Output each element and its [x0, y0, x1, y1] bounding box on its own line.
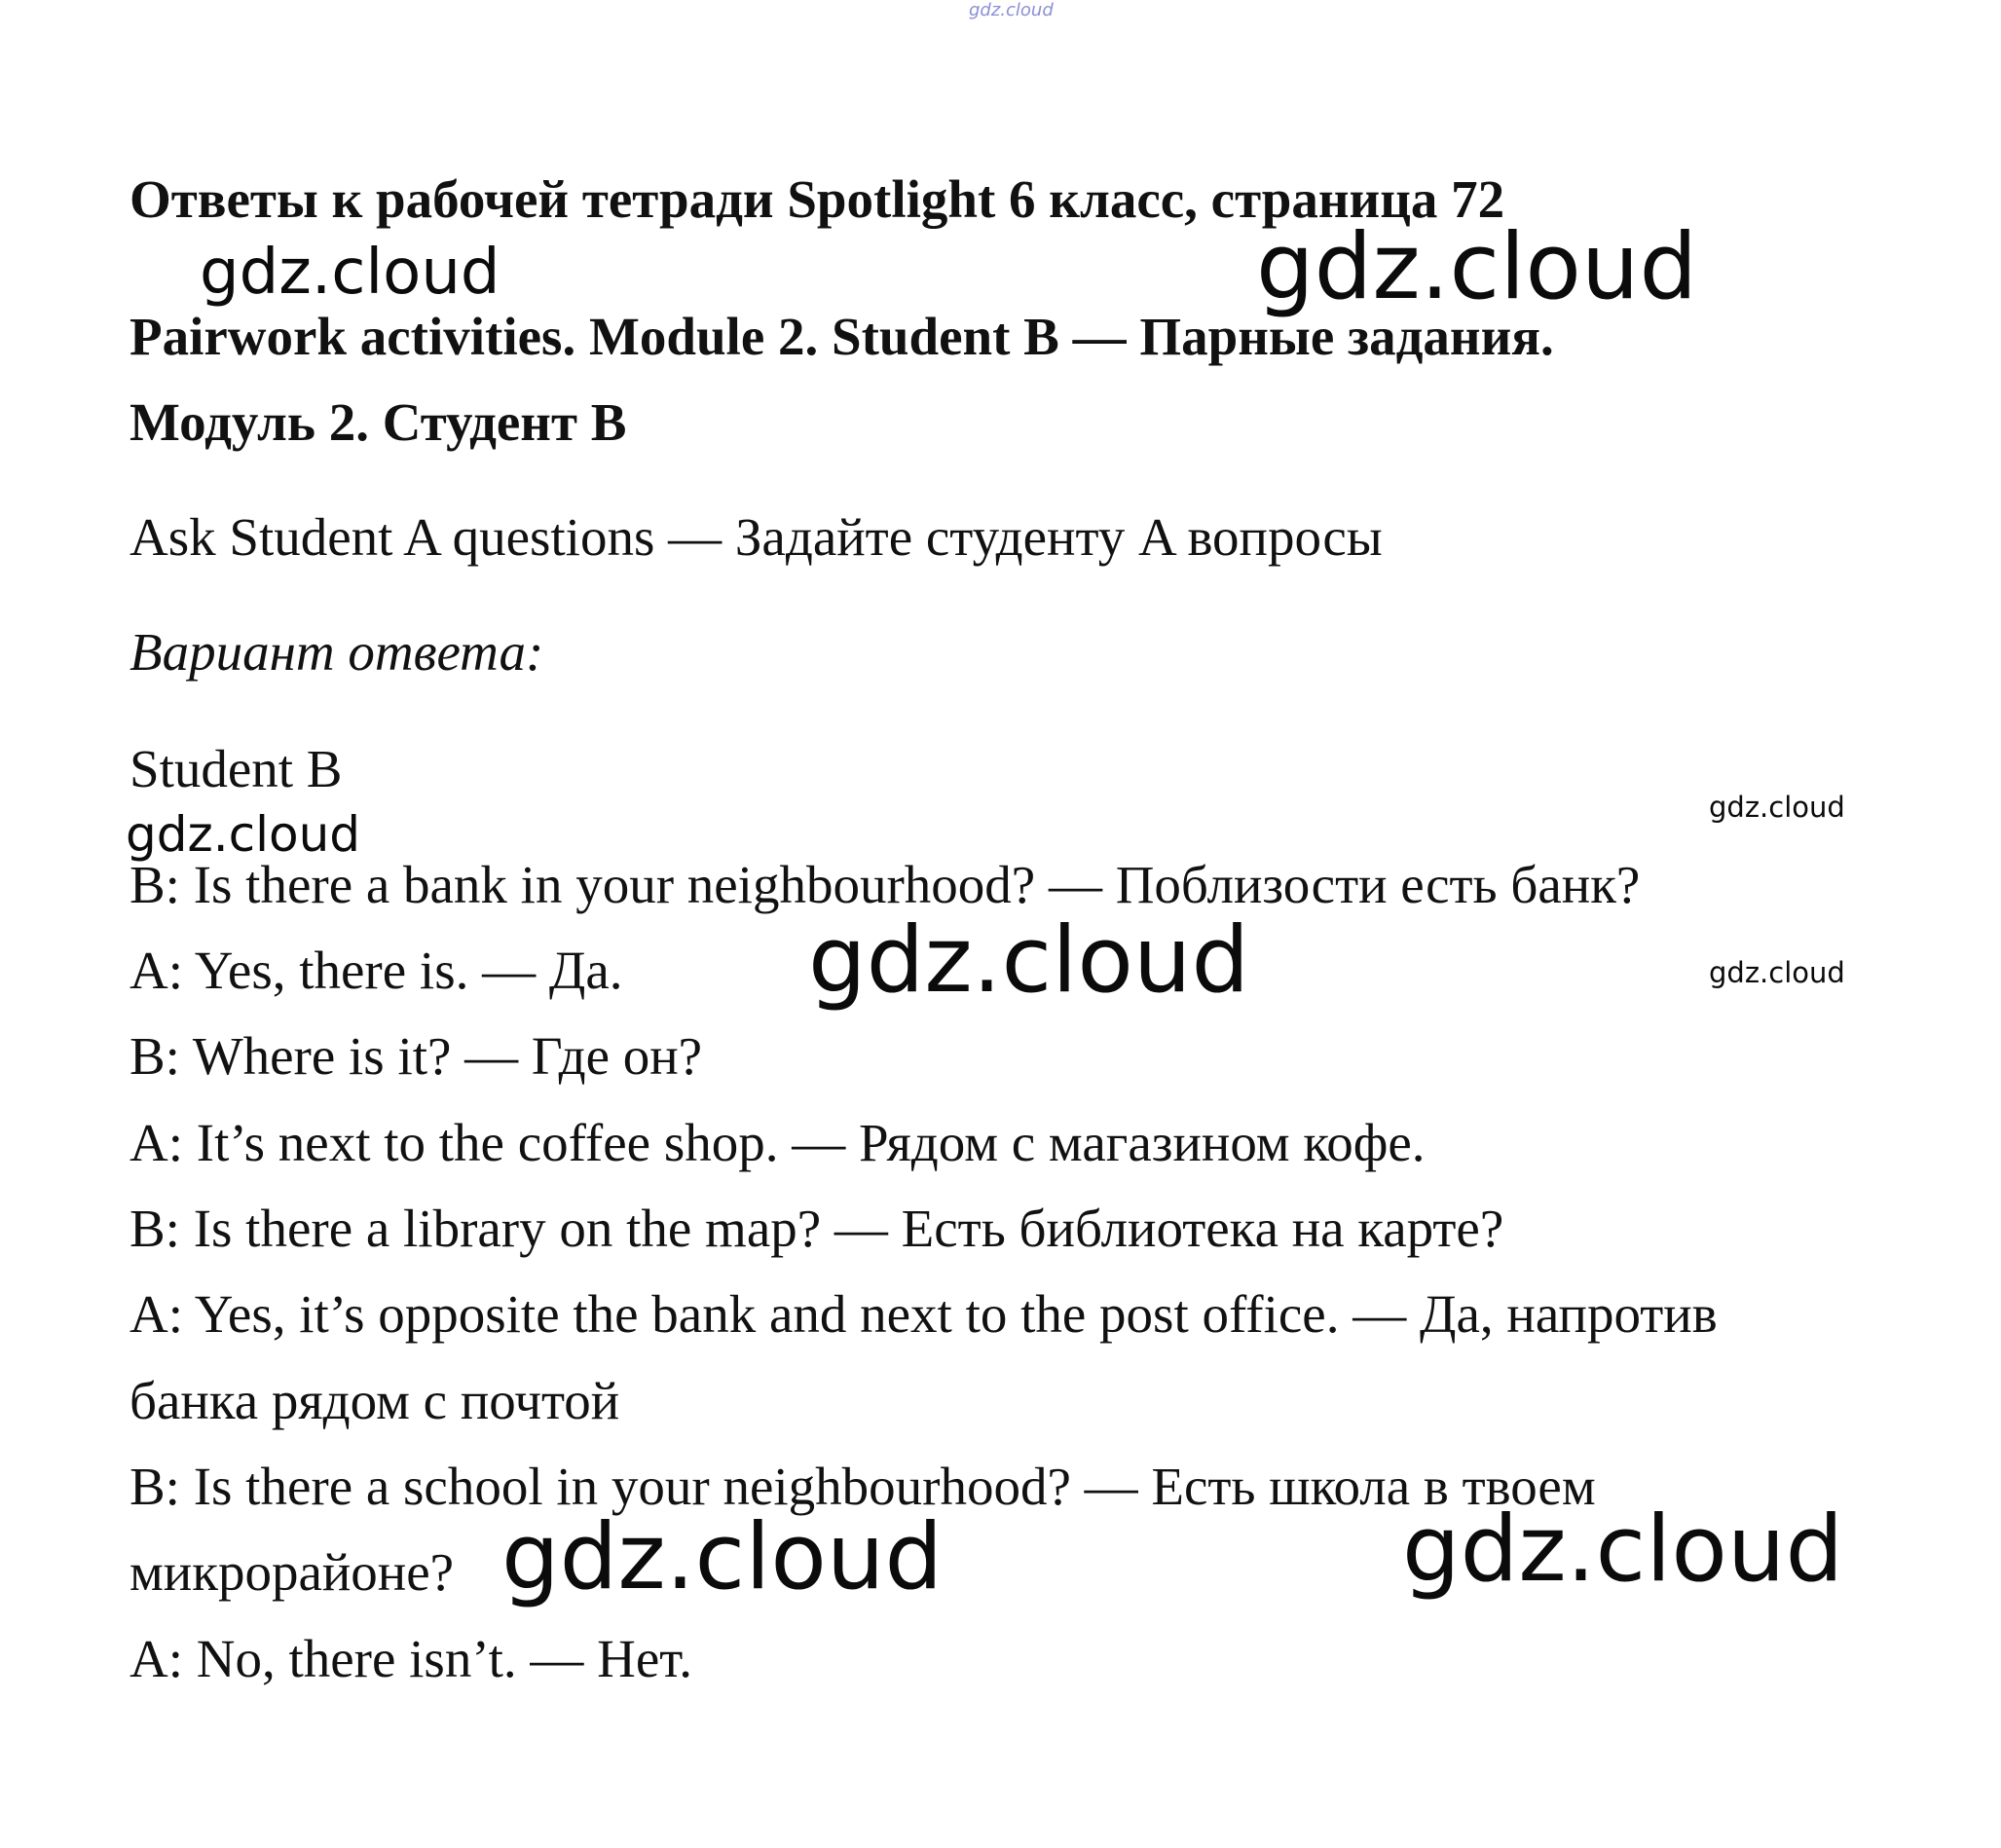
- watermark: gdz.cloud: [1256, 214, 1698, 320]
- watermark: gdz.cloud: [200, 237, 500, 309]
- dialogue-line: B: Is there a school in your neighbourhood? — Есть школа в твоем: [130, 1457, 1596, 1516]
- watermark: gdz.cloud: [1402, 1497, 1844, 1603]
- watermark: gdz.cloud: [808, 907, 1250, 1014]
- watermark: gdz.cloud: [1709, 956, 1845, 989]
- student-label: Student B: [130, 739, 343, 798]
- dialogue-line: B: Where is it? — Где он?: [130, 1026, 703, 1086]
- section-title-line-2: Модуль 2. Студент B: [130, 392, 627, 452]
- dialogue-line: микрорайоне?: [130, 1542, 455, 1602]
- dialogue-line: банка рядом с почтой: [130, 1371, 620, 1430]
- page-title: Ответы к рабочей тетради Spotlight 6 класс, страница 72: [130, 169, 1505, 229]
- watermark: gdz.cloud: [126, 806, 361, 863]
- dialogue-line: A: Yes, there is. — Да.: [130, 941, 623, 1000]
- instruction: Ask Student A questions — Задайте студенту A вопросы: [130, 507, 1383, 567]
- dialogue-line: A: No, there isn’t. — Нет.: [130, 1629, 692, 1688]
- top-watermark: gdz.cloud: [969, 0, 1054, 20]
- watermark: gdz.cloud: [501, 1504, 944, 1610]
- watermark: gdz.cloud: [1709, 791, 1845, 824]
- section-title-line-1: Pairwork activities. Module 2. Student B — Парные задания.: [130, 307, 1554, 366]
- dialogue-line: B: Is there a bank in your neighbourhood? — Поблизости есть банк?: [130, 855, 1641, 914]
- answer-label: Вариант ответа:: [130, 622, 544, 682]
- dialogue-line: B: Is there a library on the map? — Есть библиотека на карте?: [130, 1199, 1504, 1258]
- dialogue-line: A: It’s next to the coffee shop. — Рядом с магазином кофе.: [130, 1113, 1426, 1172]
- dialogue-line: A: Yes, it’s opposite the bank and next to the post office. — Да, напротив: [130, 1284, 1718, 1344]
